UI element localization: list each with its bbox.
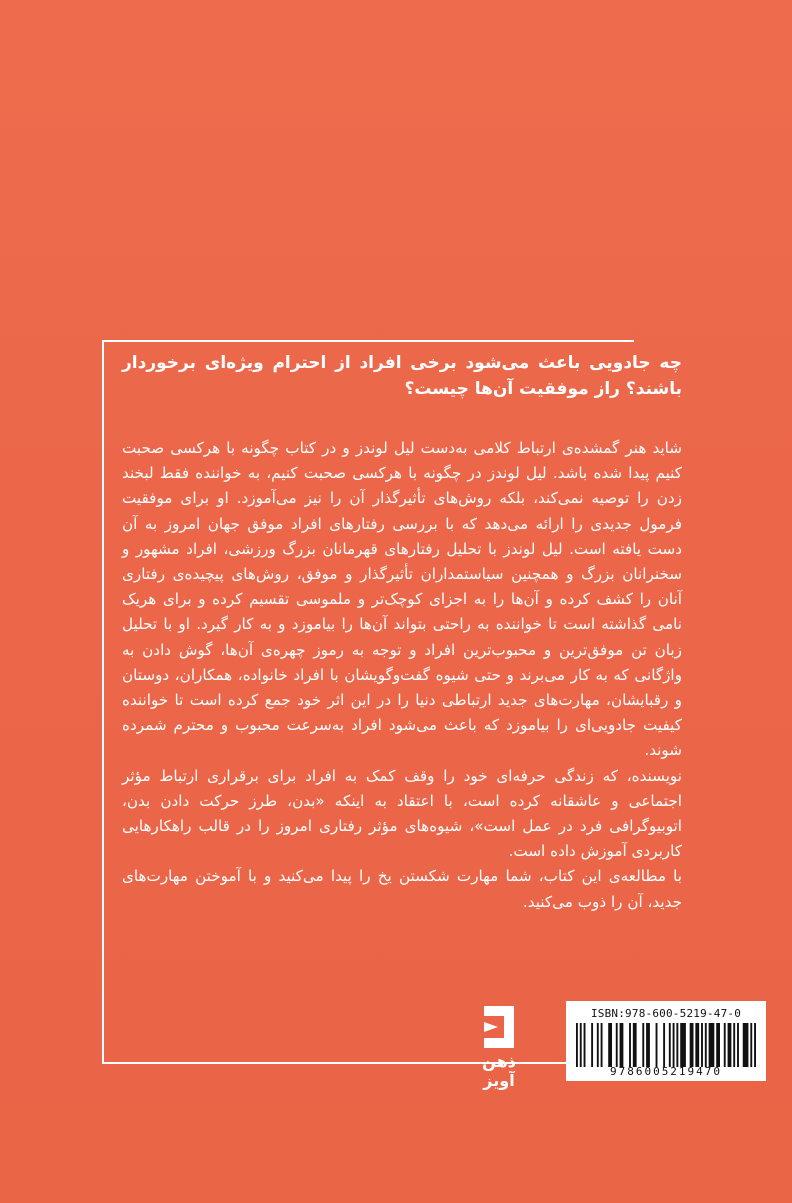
barcode-icon	[574, 1023, 758, 1067]
barcode-bar	[709, 1023, 715, 1067]
barcode-bar	[669, 1023, 671, 1067]
barcode-bar	[646, 1023, 650, 1067]
barcode-bar	[701, 1023, 703, 1067]
barcode-bar	[629, 1023, 631, 1067]
barcode-bar	[724, 1023, 726, 1067]
publisher-logo	[464, 1000, 534, 1090]
barcode-bar	[633, 1023, 637, 1067]
barcode-bar	[620, 1023, 624, 1067]
barcode-bar	[705, 1023, 707, 1067]
barcode-bar	[695, 1023, 699, 1067]
barcode-bar	[584, 1023, 586, 1067]
barcode-bar	[608, 1023, 612, 1067]
barcode-bar	[680, 1023, 686, 1067]
barcode-bar	[591, 1023, 593, 1067]
barcode-bar	[716, 1023, 720, 1067]
lead-question: چه جادویی باعث می‌شود برخی افراد از احترام ویژه‌ای برخوردار باشند؟ راز موفقیت آن‌ها چیست؟	[122, 353, 682, 399]
barcode-bar	[676, 1023, 678, 1067]
paragraph-2: نویسنده، که زندگی حرفه‌ای خود را وقف کمک به افراد برای برقراری ارتباط مؤثر اجتماعی و عاشقانه کرده است، با اعتقاد به اینکه «بدن، طرز حرکت دادن بدن، اتوبیوگرافی فرد در عمل است»، شیوه‌های مؤثر رفتاری امروز را در قالب راهکارهایی کاربردی آموزش داده است.	[122, 766, 682, 861]
barcode-bar	[663, 1023, 665, 1067]
barcode-bar	[750, 1023, 752, 1067]
isbn-label: ISBN:978-600-5219-47-0	[590, 1007, 742, 1020]
isbn-barcode	[566, 1001, 766, 1081]
barcode-bar	[690, 1023, 694, 1067]
barcode-bar	[656, 1023, 658, 1067]
barcode-bar	[754, 1023, 756, 1067]
barcode-bar	[580, 1023, 582, 1067]
paragraph-1: شاید هنر گمشده‌ی ارتباط کلامی به‌دست لیل لوندز و در کتاب چگونه با هرکسی صحبت کنیم پیدا شده باشد. لیل لوندز در چگونه با هرکسی صحبت کنیم، به خواننده فقط لبخند زدن را توصیه نمی‌کند، بلکه روش‌های تأثیرگذار آن را نیز می‌آموزد. او برای موفقیت فرمول جدیدی را ارائه می‌دهد که با بررسی رفتارهای افراد موفق جهان امروز به آن دست یافته است. لیل لوندز با تحلیل رفتارهای قهرمانان بزرگ ورزشی، افراد مشهور و سخنرانان بزرگ و همچنین سیاستمداران تأثیرگذار و موفق، روش‌های پیچیده‌ی رفتاری آنان را کشف کرده و آن‌ها را به اجزای کوچک‌تر و ملموسی تقسیم کرده و برای هریک نامی گذاشته است تا خواننده به راحتی بتواند آن‌ها را بیاموزد و به کار گیرد. او با تحلیل زبان تن موفق‌ترین و محبوب‌ترین افراد و توجه به رموز چهره‌ی آن‌ها، گوش دادن به واژگانی که به کار می‌برند و حتی شیوه گفت‌وگویشان با افراد خانواده، همکاران، دوستان و رقبایشان، مهارت‌های جدید ارتباطی دنیا را در این اثر خود جمع کرده است تا خواننده کیفیت جادویی‌ای را بیاموزد که باعث می‌شود افراد به‌سرعت محبوب و محترم شمرده شوند.	[122, 439, 682, 760]
barcode-bar	[601, 1023, 603, 1067]
barcode-bar	[597, 1023, 599, 1067]
publisher-name: ذهن آویز	[482, 1052, 516, 1090]
barcode-bar	[642, 1023, 644, 1067]
barcode-bar	[673, 1023, 675, 1067]
barcode-bar	[733, 1023, 735, 1067]
barcode-bar	[728, 1023, 732, 1067]
barcode-digits: 9786005219470	[609, 1065, 723, 1078]
paragraph-3: با مطالعه‌ی این کتاب، شما مهارت شکستن یخ را پیدا می‌کنید و با آموختن مهارت‌های جدید، آن را ذوب می‌کنید.	[122, 867, 682, 911]
barcode-bar	[616, 1023, 618, 1067]
publisher-logo-icon	[474, 1002, 524, 1052]
blurb-body	[122, 436, 682, 915]
blurb	[122, 350, 682, 915]
barcode-bar	[576, 1023, 578, 1067]
barcode-bar	[737, 1023, 739, 1067]
barcode-bar	[743, 1023, 749, 1067]
